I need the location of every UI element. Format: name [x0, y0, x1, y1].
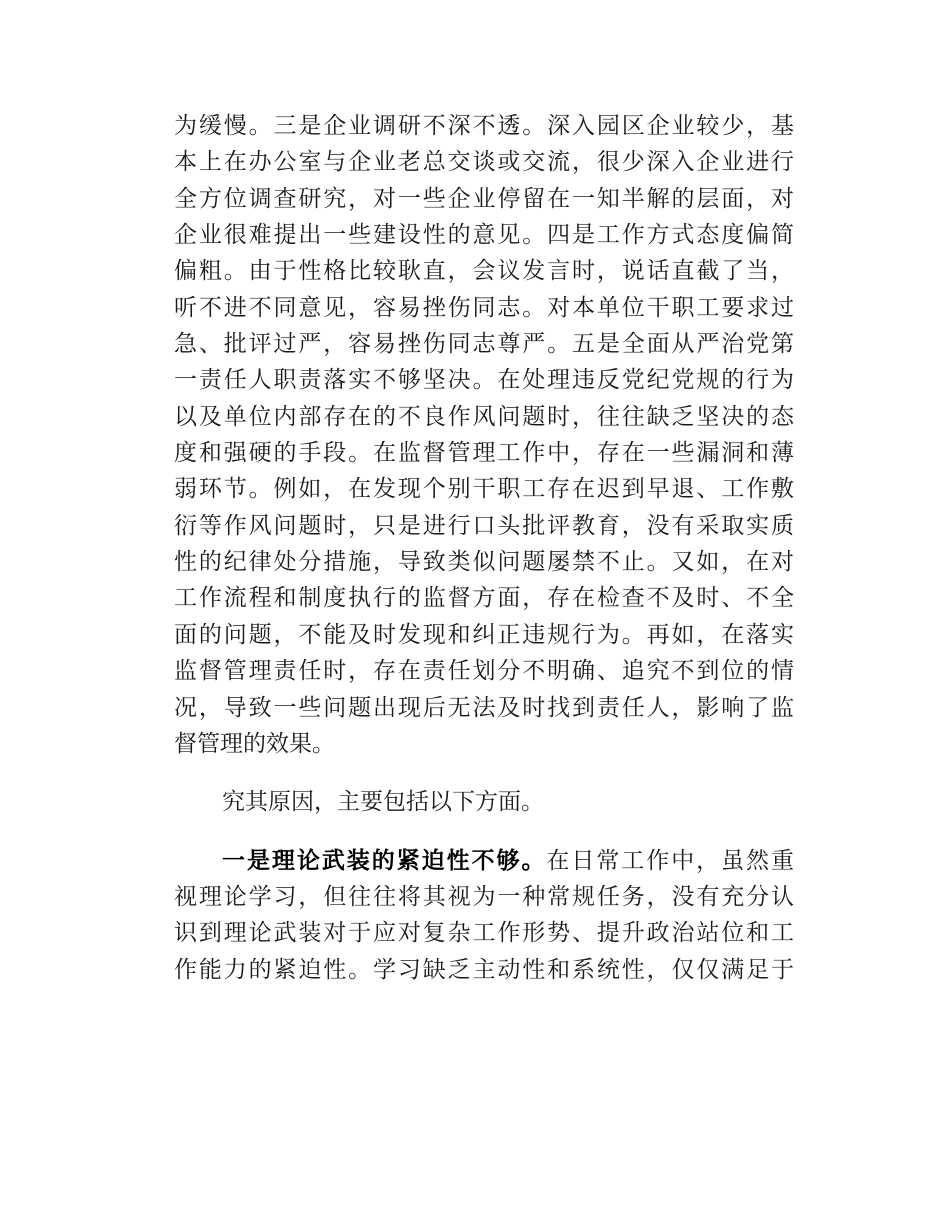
text-line: 全方位调查研究，对一些企业停留在一知半解的层面，对	[174, 185, 794, 212]
paragraph-spacing	[174, 821, 794, 843]
text-run: 在日常工作中，虽然重	[546, 847, 795, 874]
text-line	[174, 843, 794, 879]
text-line: 为缓慢。三是企业调研不深不透。深入园区企业较少，基	[174, 113, 794, 139]
text-line: 性的纪律处分措施，导致类似问题屡禁不止。又如，在对	[174, 549, 794, 576]
text-line: 识到理论武装对于应对复杂工作形势、提升政治站位和工	[174, 920, 794, 947]
text-line: 急、批评过严，容易挫伤同志尊严。五是全面从严治党第	[174, 331, 794, 358]
text-line: 作能力的紧迫性。学习缺乏主动性和系统性，仅仅满足于	[174, 956, 794, 983]
text-line: 企业很难提出一些建设性的意见。四是工作方式态度偏简	[174, 222, 794, 249]
text-line: 一责任人职责落实不够坚决。在处理违反党纪党规的行为	[174, 367, 794, 394]
text-line: 面的问题，不能及时发现和纠正违规行为。再如，在落实	[174, 621, 794, 648]
text-line: 偏粗。由于性格比较耿直，会议发言时，说话直截了当，	[174, 258, 794, 285]
text-line: 听不进不同意见，容易挫伤同志。对本单位干职工要求过	[174, 294, 794, 321]
text-line: 以及单位内部存在的不良作风问题时，往往缺乏坚决的态	[174, 403, 794, 430]
document-page	[174, 108, 794, 988]
text-line: 视理论学习，但往往将其视为一种常规任务，没有充分认	[174, 883, 794, 910]
text-line: 弱环节。例如，在发现个别干职工存在迟到早退、工作敷	[174, 476, 794, 503]
paragraph-cause-one	[174, 843, 794, 988]
paragraph-causes-intro	[174, 784, 794, 820]
text-line: 衍等作风问题时，只是进行口头批评教育，没有采取实质	[174, 512, 794, 539]
text-line: 工作流程和制度执行的监督方面，存在检查不及时、不全	[174, 585, 794, 612]
text-line: 况，导致一些问题出现后无法及时找到责任人，影响了监	[174, 694, 794, 721]
section-heading: 一是理论武装的紧迫性不够。	[222, 847, 547, 874]
text-line: 究其原因，主要包括以下方面。	[222, 789, 544, 816]
text-line: 度和强硬的手段。在监督管理工作中，存在一些漏洞和薄	[174, 440, 794, 467]
text-line: 监督管理责任时，存在责任划分不明确、追究不到位的情	[174, 658, 794, 685]
paragraph-spacing	[174, 762, 794, 784]
paragraph-problems	[174, 108, 794, 762]
text-line: 督管理的效果。	[174, 730, 335, 757]
text-line: 本上在办公室与企业老总交谈或交流，很少深入企业进行	[174, 149, 794, 176]
